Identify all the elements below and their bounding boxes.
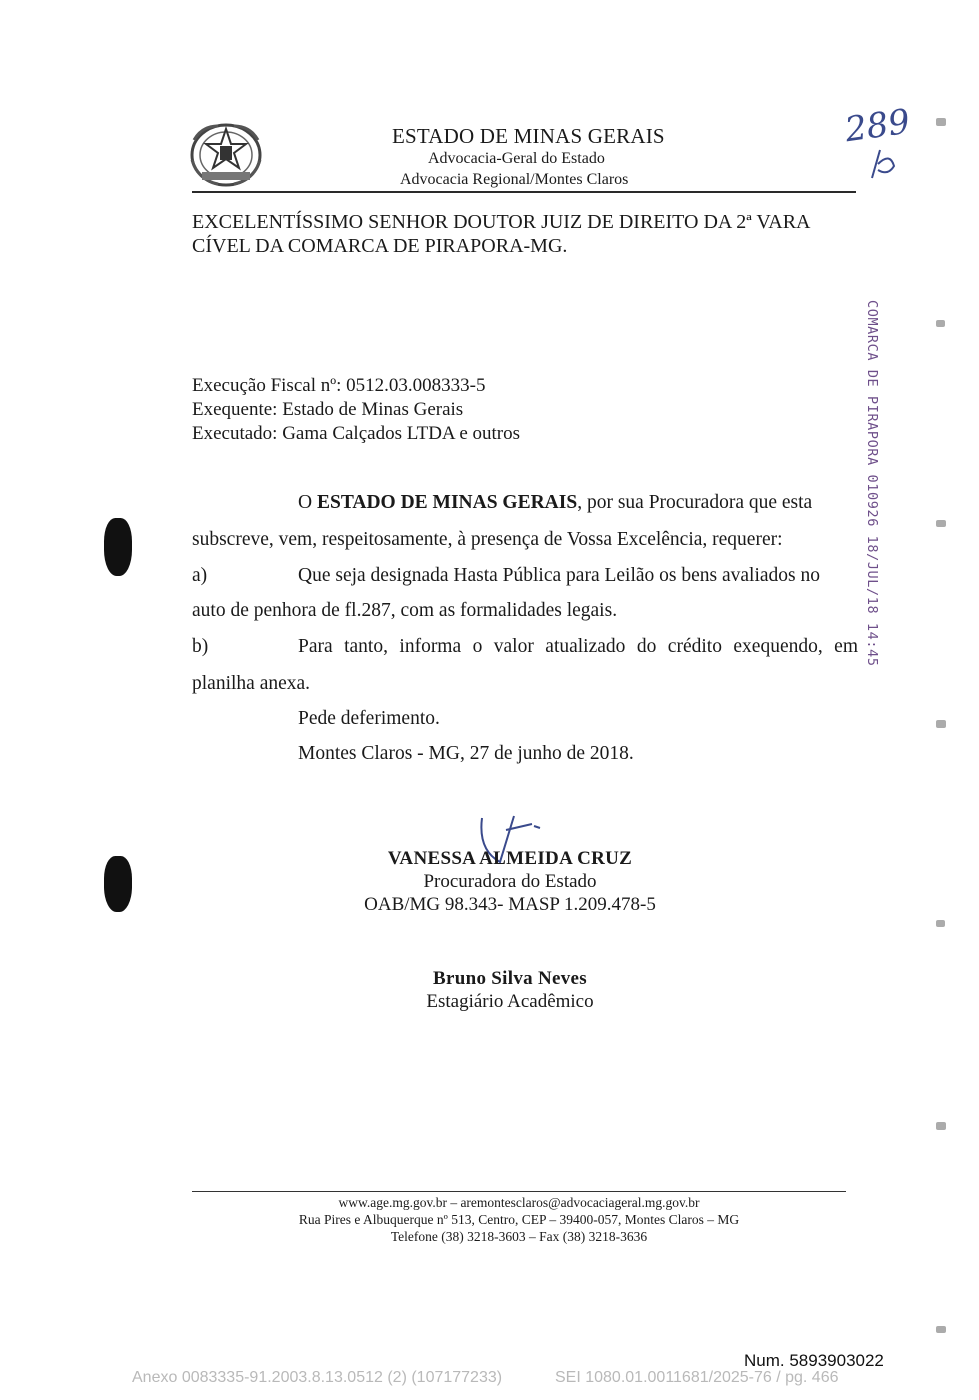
addressee-line-1: EXCELENTÍSSIMO SENHOR DOUTOR JUIZ DE DIREITO DA 2ª VARA	[192, 211, 811, 233]
primary-signatory-role: Procuradora do Estado	[423, 871, 597, 892]
punch-hole-mark-icon	[104, 856, 132, 912]
scan-speck-icon	[936, 920, 945, 927]
scan-speck-icon	[936, 520, 946, 527]
intro-paragraph-line-1	[298, 492, 812, 514]
header-subtitle-regional: Advocacia Regional/Montes Claros	[400, 171, 629, 188]
scan-speck-icon	[936, 1326, 946, 1333]
intro-rest: , por sua Procuradora que esta	[577, 492, 813, 513]
item-a-line-2: auto de penhora de fl.287, com as formalidades legais.	[192, 600, 618, 621]
footer-contact-web: www.age.mg.gov.br – aremontesclaros@advocaciageral.mg.gov.br	[338, 1195, 700, 1210]
header-divider	[192, 191, 856, 193]
primary-signatory	[270, 848, 750, 916]
annex-info: Anexo 0083335-91.2003.8.13.0512 (2) (107177233)	[132, 1369, 503, 1386]
addressee-block	[192, 210, 872, 258]
state-coat-of-arms-icon	[188, 120, 264, 190]
document-number: Num. 5893903022	[744, 1351, 884, 1370]
header-subtitle-agency: Advocacia-Geral do Estado	[428, 150, 605, 167]
process-number: Execução Fiscal nº: 0512.03.008333-5	[192, 375, 486, 396]
process-plaintiff: Exequente: Estado de Minas Gerais	[192, 399, 464, 420]
scan-speck-icon	[936, 720, 946, 728]
process-defendant: Executado: Gama Calçados LTDA e outros	[192, 423, 521, 444]
process-info	[192, 374, 520, 446]
item-a-label: a)	[192, 565, 208, 586]
punch-hole-mark-icon	[104, 518, 132, 576]
secondary-signatory-role: Estagiário Acadêmico	[426, 991, 594, 1012]
item-b-line-2: planilha anexa.	[192, 673, 311, 694]
secondary-signatory-name: Bruno Silva Neves	[433, 968, 587, 989]
handwritten-initials-icon	[868, 142, 902, 187]
item-b-label: b)	[192, 636, 209, 657]
sei-info: SEI 1080.01.0011681/2025-76 / pg. 466	[555, 1369, 839, 1386]
footer-divider	[192, 1191, 846, 1192]
item-b-line-1: Para tanto, informa o valor atualizado do crédito exequendo, em	[298, 636, 858, 657]
intro-party-name: ESTADO DE MINAS GERAIS	[316, 492, 578, 513]
closing-text: Pede deferimento.	[298, 708, 440, 729]
handwritten-page-number: 289	[842, 101, 913, 151]
scan-speck-icon	[936, 118, 946, 126]
header-title: ESTADO DE MINAS GERAIS	[392, 124, 665, 148]
footer-phone: Telefone (38) 3218-3603 – Fax (38) 3218-3636	[390, 1229, 648, 1244]
intro-paragraph-line-2: subscreve, vem, respeitosamente, à presença de Vossa Excelência, requerer:	[192, 529, 783, 550]
intro-prefix: O	[298, 492, 313, 513]
court-receipt-stamp: COMARCA DE PIRAPORA 010926 18/JUL/18 14:45	[864, 300, 880, 667]
footer-address: Rua Pires e Albuquerque nº 513, Centro, CEP – 39400-057, Montes Claros – MG	[298, 1212, 740, 1227]
primary-signatory-name: VANESSA ALMEIDA CRUZ	[387, 848, 633, 869]
scan-speck-icon	[936, 320, 945, 327]
secondary-signatory	[270, 968, 750, 1013]
place-and-date: Montes Claros - MG, 27 de junho de 2018.	[298, 743, 634, 764]
item-a-line-1: Que seja designada Hasta Pública para Leilão os bens avaliados no	[298, 565, 820, 586]
primary-signatory-id: OAB/MG 98.343- MASP 1.209.478-5	[364, 894, 656, 915]
addressee-line-2: CÍVEL DA COMARCA DE PIRAPORA-MG.	[192, 235, 568, 257]
scan-speck-icon	[936, 1122, 946, 1130]
